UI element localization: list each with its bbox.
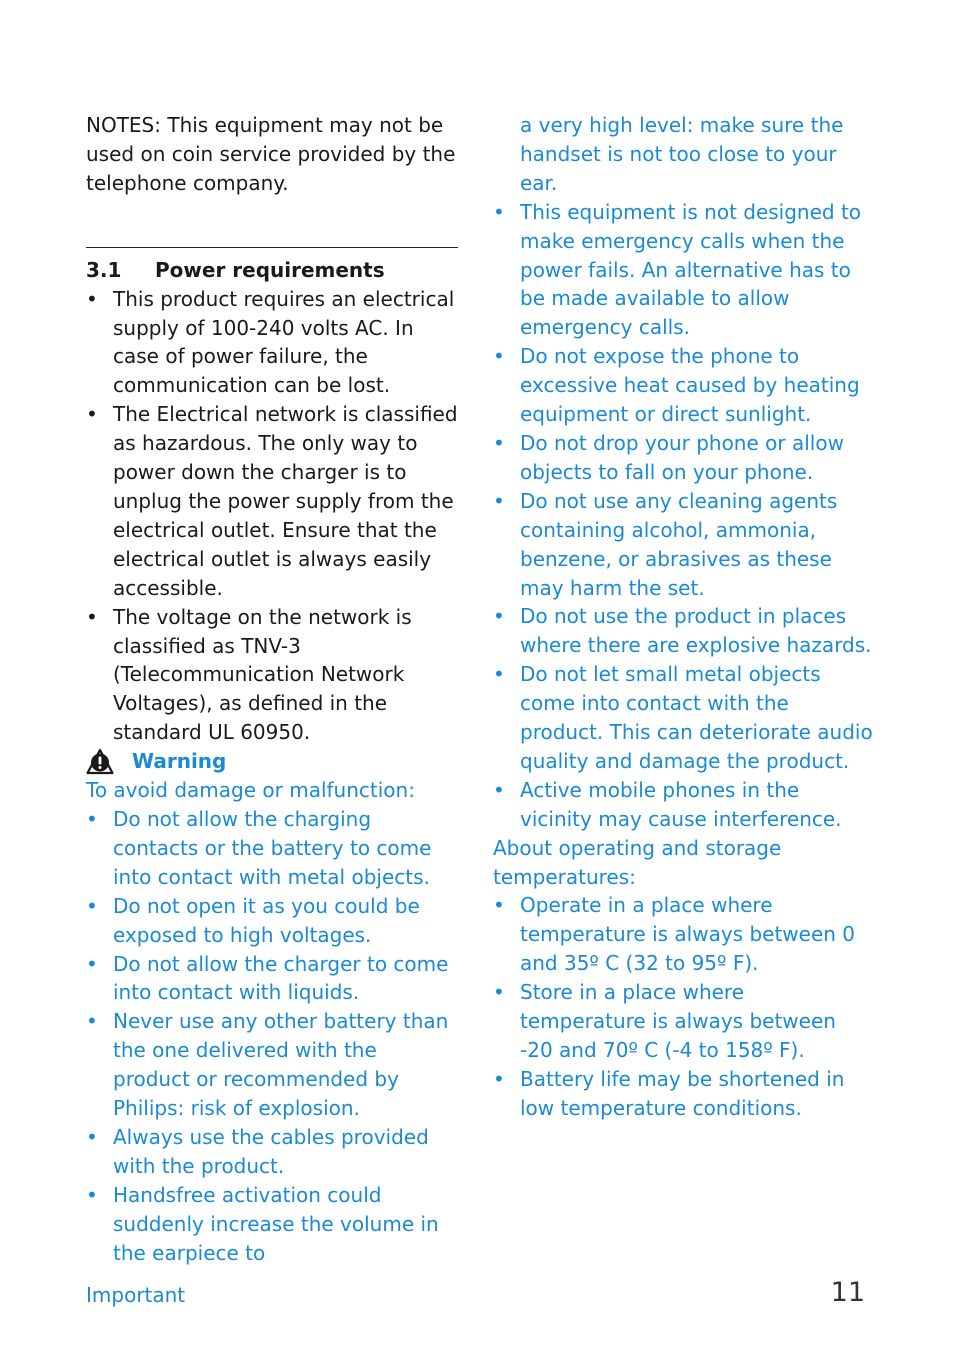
continued-bullet-text: a very high level: make sure the handset is not too close to your ear. — [520, 113, 844, 195]
bullet-glyph: • — [86, 604, 98, 629]
list-item: • Do not expose the phone to excessive heat caused by heating equipment or direct sunlight. — [493, 344, 860, 427]
temperature-intro: About operating and storage temperatures: — [493, 835, 782, 889]
bullet-glyph: • — [493, 199, 505, 224]
list-item: • Do not use any cleaning agents containing alcohol, ammonia, benzene, or abrasives as these may harm the set. — [493, 488, 838, 600]
list-item: • Operate in a place where temperature is always between 0 and 35º C (32 to 95º F). — [493, 893, 856, 976]
bullet-glyph: • — [86, 1009, 98, 1034]
bullet-glyph: • — [493, 344, 505, 369]
bullet-glyph: • — [86, 951, 98, 976]
bullet-glyph: • — [493, 980, 505, 1005]
bullet-glyph: • — [86, 402, 98, 427]
bullet-glyph: • — [493, 893, 505, 918]
section-title: Power requirements — [155, 257, 385, 282]
page-number: 11 — [830, 1277, 865, 1308]
warning-list-continued — [493, 198, 873, 834]
warning-heading — [86, 747, 458, 776]
list-item: • The voltage on the network is classified as TNV-3 (Telecommunication Network Voltages), as defined in the standard UL 60950. — [86, 604, 412, 745]
list-item: • Active mobile phones in the vicinity may cause interference. — [493, 777, 842, 831]
bullet-glyph: • — [493, 488, 505, 513]
list-item: • Do not allow the charger to come into contact with liquids. — [86, 951, 449, 1005]
power-requirements-list — [86, 285, 458, 748]
section-divider — [86, 247, 458, 248]
footer-section-label: Important — [86, 1283, 186, 1307]
bullet-glyph: • — [86, 1182, 98, 1207]
warning-intro: To avoid damage or malfunction: — [86, 778, 415, 803]
bullet-glyph: • — [493, 430, 505, 455]
bullet-glyph: • — [493, 604, 505, 629]
list-item: • Do not let small metal objects come into contact with the product. This can deteriorate audio quality and damage the product. — [493, 662, 873, 773]
bullet-glyph: • — [86, 807, 98, 832]
bullet-glyph: • — [493, 662, 505, 687]
list-item: • Never use any other battery than the one delivered with the product or recommended by Philips: risk of explosion. — [86, 1009, 449, 1121]
bullet-glyph: • — [493, 1066, 505, 1091]
list-item: • Store in a place where temperature is always between -20 and 70º C (-4 to 158º F). — [493, 980, 836, 1062]
warning-title: Warning — [132, 749, 227, 774]
bullet-glyph: • — [493, 777, 505, 802]
list-item: • Do not use the product in places where there are explosive hazards. — [493, 604, 872, 658]
warning-triangle-icon — [86, 748, 114, 776]
right-column — [493, 111, 873, 1123]
list-item: • The Electrical network is classified as hazardous. The only way to power down the charger is to unplug the power supply from the electrical outlet. Ensure that the electrical outlet is always easily accessible. — [86, 402, 458, 600]
left-column — [86, 111, 458, 1268]
warning-list — [86, 805, 458, 1268]
list-item: • Battery life may be shortened in low temperature conditions. — [493, 1066, 845, 1120]
list-item: • Do not allow the charging contacts or the battery to come into contact with metal objects. — [86, 807, 432, 889]
list-item: • Handsfree activation could suddenly increase the volume in the earpiece to — [86, 1182, 439, 1265]
list-item: • This product requires an electrical supply of 100-240 volts AC. In case of power failure, the communication can be lost. — [86, 286, 455, 398]
section-heading — [86, 256, 458, 285]
section-number: 3.1 — [86, 257, 122, 282]
bullet-glyph: • — [86, 893, 98, 918]
list-item: • Do not drop your phone or allow objects to fall on your phone. — [493, 430, 844, 484]
list-item: • Always use the cables provided with the product. — [86, 1125, 429, 1178]
list-item: • Do not open it as you could be exposed to high voltages. — [86, 893, 420, 947]
temperature-list — [493, 891, 873, 1122]
notes-paragraph: NOTES: This equipment may not be used on coin service provided by the telephone company. — [86, 113, 456, 195]
bullet-glyph: • — [86, 286, 98, 311]
list-item: • This equipment is not designed to make emergency calls when the power fails. An alternative has to be made available to allow emergency calls. — [493, 199, 862, 340]
bullet-glyph: • — [86, 1125, 98, 1149]
